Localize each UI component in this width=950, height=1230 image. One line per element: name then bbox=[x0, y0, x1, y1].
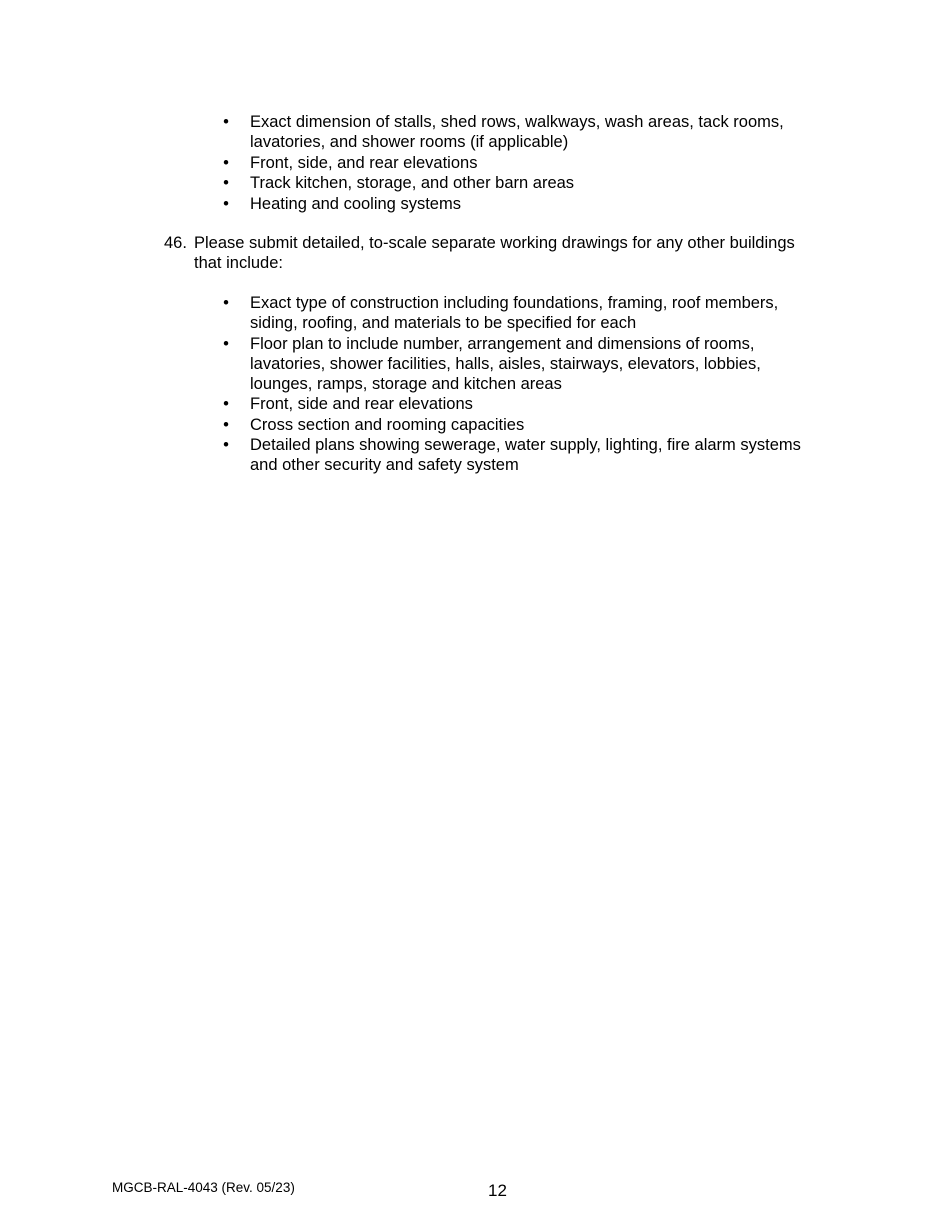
list-item bbox=[220, 153, 820, 173]
list-item bbox=[220, 112, 820, 152]
list-item bbox=[220, 435, 820, 475]
bullet-icon: • bbox=[223, 294, 229, 312]
bullet-icon: • bbox=[223, 174, 229, 192]
bullet-icon: • bbox=[223, 334, 229, 353]
list-item-text: Exact type of construction including foundations, framing, roof members, siding, roofing, and materials to be specified for each bbox=[250, 294, 779, 332]
numbered-item-46 bbox=[164, 233, 804, 273]
list-item-text: Front, side, and rear elevations bbox=[250, 153, 478, 172]
list-item bbox=[220, 334, 820, 394]
list-item bbox=[220, 394, 820, 414]
other-buildings-requirements-list bbox=[220, 293, 820, 476]
list-item-text: Cross section and rooming capacities bbox=[250, 415, 525, 434]
item-number: 46. bbox=[164, 234, 187, 252]
list-item-text: Exact dimension of stalls, shed rows, walkways, wash areas, tack rooms, lavatories, and shower rooms (if applicable) bbox=[250, 113, 784, 151]
list-item-text: Track kitchen, storage, and other barn areas bbox=[250, 174, 575, 192]
item-text: Please submit detailed, to-scale separate working drawings for any other buildings that include: bbox=[194, 234, 795, 272]
building-requirements-list bbox=[220, 112, 820, 214]
bullet-icon: • bbox=[223, 415, 229, 434]
bullet-icon: • bbox=[223, 436, 229, 454]
list-item bbox=[220, 194, 820, 214]
page-number: 12 bbox=[488, 1181, 507, 1200]
list-item bbox=[220, 173, 820, 193]
bullet-icon: • bbox=[223, 113, 229, 131]
list-item-text: Front, side and rear elevations bbox=[250, 395, 473, 413]
list-item bbox=[220, 415, 820, 435]
list-item-text: Floor plan to include number, arrangement and dimensions of rooms, lavatories, shower facilities, halls, aisles, stairways, elevators, lobbies, lounges, ramps, storage and kitchen areas bbox=[250, 334, 761, 393]
bullet-icon: • bbox=[223, 194, 229, 213]
list-item-text: Detailed plans showing sewerage, water supply, lighting, fire alarm systems and other security and safety system bbox=[250, 436, 801, 474]
list-item bbox=[220, 293, 820, 333]
bullet-icon: • bbox=[223, 153, 229, 172]
bullet-icon: • bbox=[223, 395, 229, 413]
list-item-text: Heating and cooling systems bbox=[250, 194, 461, 213]
footer-form-id: MGCB-RAL-4043 (Rev. 05/23) bbox=[112, 1180, 295, 1195]
